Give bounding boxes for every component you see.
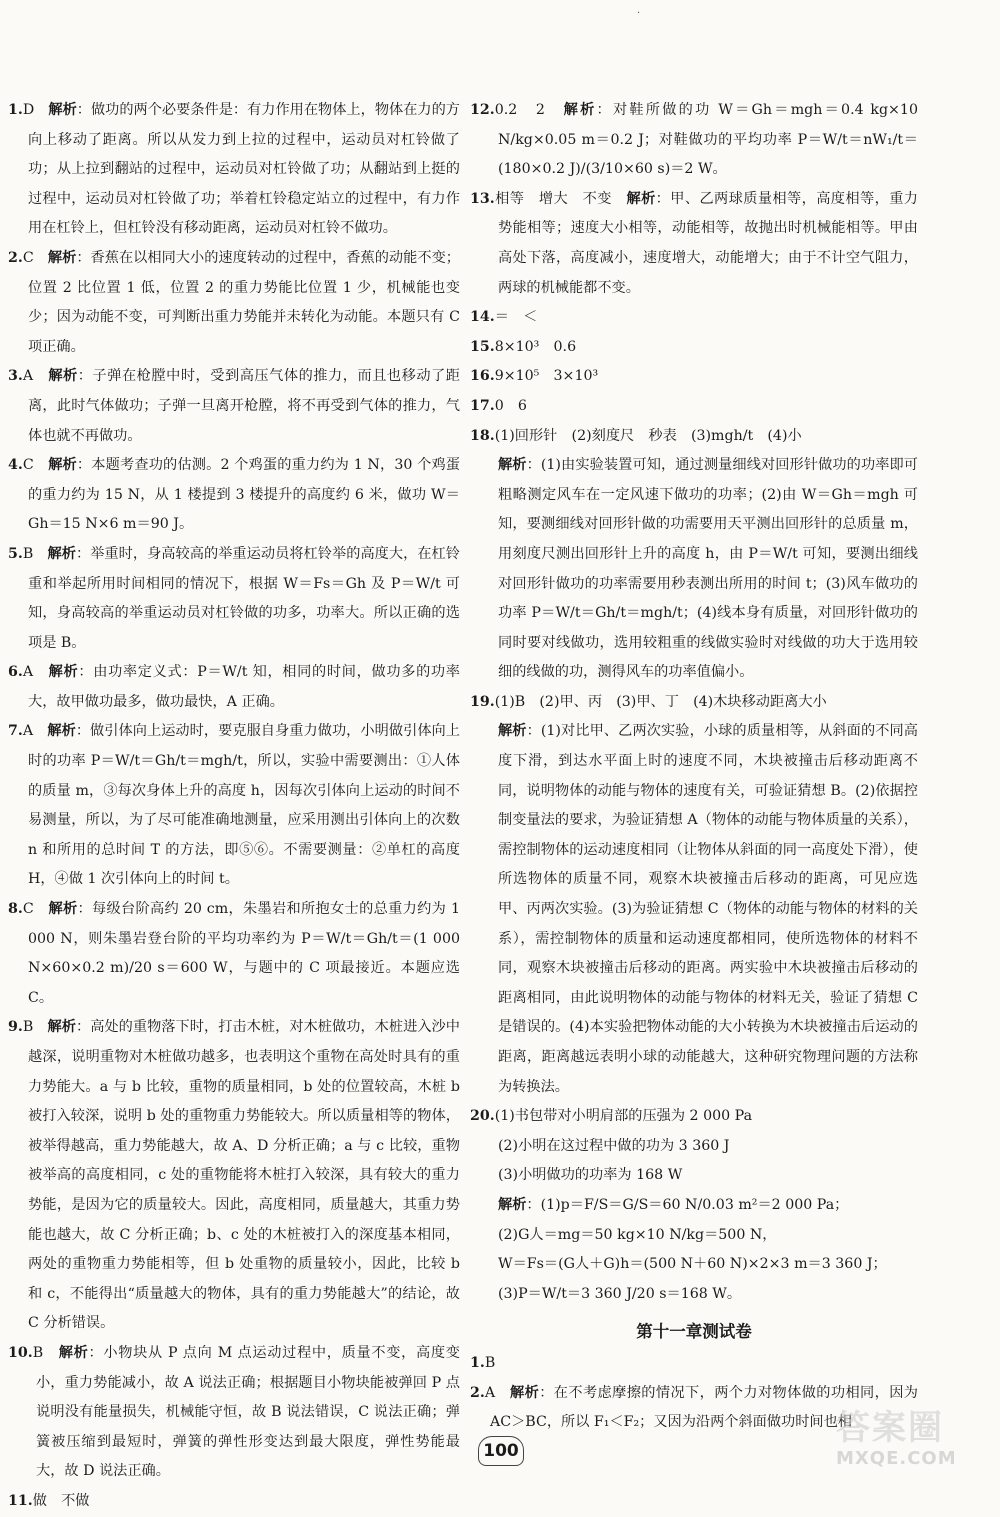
answer-choice: B <box>22 1019 34 1036</box>
answer-item <box>8 717 460 895</box>
answer-text: B <box>484 1354 496 1371</box>
s1-answer <box>470 1349 918 1379</box>
analysis-text: (2)G人＝mg＝50 kg×10 N/kg＝500 N， <box>498 1226 777 1243</box>
answer-item <box>8 451 460 540</box>
answer-item <box>8 540 460 658</box>
analysis-text: ：(1)由实验装置可知，通过测量细线对回形针做功的功率即可粗略测定风车在一定风速下做功的功率；(2)由 W＝Gh＝mgh 可知，要测细线对回形针做的功需要用天平测出回形针的总质量 m，用刻度尺测出回形针上升的高度 h，由 P＝W/t 可知，要测出细线对回形针做功的功率需要用秒表测出所用的时间 t；(3)风车做功的功率 P＝W/t＝Gh/t＝mgh/t；(4)线本身有质量，对回形针做功的同时要对线做功，选用较粗重的线做实验时对线做的功大于选用较细的线做的功，测得风车的功率值偏小。 <box>498 457 918 681</box>
analysis-keyword: 解析 <box>47 723 76 740</box>
analysis-text: ：在不考虑摩擦的情况下，两个力对物体做的功相同，因为 AC＞BC，所以 F₁＜F₂；又因为沿两个斜面做功时间也相 <box>490 1384 918 1431</box>
analysis-keyword: 解析 <box>48 368 78 385</box>
answer-item <box>8 895 460 1013</box>
question-number: 2. <box>8 249 23 266</box>
section-title: 第十一章测试卷 <box>636 1322 752 1342</box>
analysis-text: ：对鞋所做的功 W＝Gh＝mgh＝0.4 kg×10 N/kg×0.05 m＝0.2 J；对鞋做功的平均功率 P＝W/t＝nW₁/t＝(180×0.2 J)/(3/10×60 s)＝2 W。 <box>498 102 918 178</box>
answer-choice: (1)回形针 (2)刻度尺 秒表 (3)mgh/t (4)小 <box>494 427 802 444</box>
question-number: 12. <box>470 102 495 118</box>
left-column <box>8 96 460 1517</box>
analysis-text: ：做功的两个必要条件是：有力作用在物体上，物体在力的方向上移动了距离。所以从发力到上拉的过程中，运动员对杠铃做了功；从上拉到翻站的过程中，运动员对杠铃做了功；从翻站到上挺的过程中，运动员对杠铃做了功；举着杠铃稳定站立的过程中，有力作用在杠铃上，但杠铃没有移动距离，运动员对杠铃不做功。 <box>28 102 460 237</box>
analysis-keyword: 解析 <box>48 102 77 118</box>
answer-item <box>8 1487 460 1517</box>
analysis-text: ：香蕉在以相同大小的速度转动的过程中，香蕉的动能不变；位置 2 比位置 1 低，位置 2 的重力势能比位置 1 少，机械能也变少；因为动能不变，可判断出重力势能并未转化为动能。本题只有 C 项正确。 <box>28 249 460 355</box>
analysis-text: ：甲、乙两球质量相等，高度相等，重力势能相等；速度大小相等，动能相等，故抛出时机械能相等。甲由高处下落，高度减小，速度增大，动能增大；由于不计空气阻力，两球的机械能都不变。 <box>498 190 918 296</box>
answer-choice: 0 6 <box>494 397 527 414</box>
answer-item <box>8 1013 460 1339</box>
question-number: 3. <box>8 368 23 385</box>
question-number: 9. <box>8 1019 23 1036</box>
speck: · <box>637 8 641 19</box>
question-number: 14. <box>470 309 495 326</box>
answer-line: (3)小明做功的功率为 168 W <box>498 1167 683 1184</box>
analysis-keyword: 解析 <box>48 457 77 474</box>
answer-item <box>8 362 460 451</box>
analysis-keyword: 解析 <box>47 249 77 266</box>
analysis-keyword: 解析 <box>498 1196 527 1213</box>
answer-line: (2)小明在这过程中做的功为 3 360 J <box>498 1137 730 1154</box>
analysis-keyword: 解析 <box>510 1384 540 1401</box>
question-number: 8. <box>8 901 23 918</box>
analysis-text: ：做引体向上运动时，要克服自身重力做功，小明做引体向上时的功率 P＝W/t＝Gh/t＝mgh/t，所以，实验中需要测出：①人体的质量 m，③每次身体上升的高度 h，因每次引体向上运动的时间不易测量，所以，为了尽可能准确地测量，应采用测出引体向上的次数 n 和所用的总时间 T 的方法，即⑤⑥。不需要测量：②单杠的高度 H，④做 1 次引体向上的时间 t。 <box>28 723 460 888</box>
answer-choice: A <box>22 368 34 385</box>
answer-choice: 8×10³ 0.6 <box>494 338 577 355</box>
q19-answer <box>470 688 918 718</box>
answer-item <box>470 96 918 185</box>
answer-item <box>8 1339 460 1487</box>
answer-choice: C <box>22 457 34 474</box>
answer-item <box>470 303 918 333</box>
answer-text: (1)B (2)甲、丙 (3)甲、丁 (4)木块移动距离大小 <box>494 693 827 710</box>
analysis-text: ：高处的重物落下时，打击木桩，对木桩做功，木桩进入沙中越深，说明重物对木桩做功越多，也表明这个重物在高处时具有的重力势能大。a 与 b 比较，重物的质量相同，b 处的位置较高，木桩 b 被打入较深，说明 b 处的重物重力势能较大。所以质量相等的物体，被举得越高，重力势能越大，故 A、D 分析正确；a 与 c 比较，重物被举高的高度相同，c 处的重物能将木桩打入较深，具有较大的重力势能，是因为它的质量较大。因此，高度相同，质量越大，其重力势能也越大，故 C 分析正确；b、c 处的木桩被打入的深度基本相同，两处的重物重力势能相等，但 b 处重物的质量较小，因此，比较 b 和 c，不能得出“质量越大的物体，具有的重力势能越大”的结论，故 C 分析错误。 <box>28 1019 460 1332</box>
answer-item <box>8 96 460 244</box>
analysis-keyword: 解析 <box>47 1019 76 1036</box>
analysis-text: ：小物块从 P 点向 M 点运动过程中，质量不变，高度变小，重力势能减小，故 A 说法正确；根据题目小物块能被弹回 P 点说明没有能量损失，机械能守恒，故 B 说法错误，C 说法正确；弹簧被压缩到最短时，弹簧的弹性形变达到最大限度，弹性势能最大，故 D 说法正确。 <box>36 1344 460 1480</box>
analysis-text: ：每级台阶高约 20 cm，朱墨岩和所抱女士的总重力约为 1 000 N，则朱墨岩登台阶的平均功率约为 P＝W/t＝Gh/t＝(1 000 N×60×0.2 m)/20 s＝600 W，与题中的 C 项最接近。本题应选 C。 <box>28 901 460 1006</box>
answer-choice: C <box>22 901 34 918</box>
question-number: 13. <box>470 190 495 207</box>
answer-choice: 相等 增大 不变 <box>494 190 612 207</box>
answer-item <box>470 333 918 363</box>
page-number: 100 <box>478 1436 524 1466</box>
analysis-keyword: 解析 <box>48 664 79 681</box>
watermark-logo <box>836 1408 986 1478</box>
analysis-text: ：由功率定义式：P＝W/t 知，相同的时间，做功多的功率大，故甲做功最多，做功最快，A 正确。 <box>28 664 460 710</box>
question-number: 10. <box>8 1344 33 1361</box>
q18-analysis <box>470 451 918 688</box>
question-number: 1. <box>470 1354 485 1371</box>
analysis-text: ：举重时，身高较高的举重运动员将杠铃举的高度大，在杠铃重和举起所用时间相同的情况下，根据 W＝Fs＝Gh 及 P＝W/t 可知，身高较高的举重运动员对杠铃做的功多，功率大。所以正确的选项是 B。 <box>28 545 460 651</box>
right-items <box>470 96 918 451</box>
analysis-keyword: 解析 <box>498 457 527 474</box>
analysis-text: ：子弹在枪膛中时，受到高压气体的推力，而且也移动了距离，此时气体做功；子弹一旦离开枪膛，将不再受到气体的推力，气体也就不再做功。 <box>28 368 460 444</box>
answer-item <box>470 422 918 452</box>
question-number: 15. <box>470 338 495 355</box>
analysis-keyword: 解析 <box>58 1344 89 1361</box>
question-number: 2. <box>470 1384 485 1401</box>
question-number: 17. <box>470 397 495 414</box>
analysis-text: W＝Fs＝(G人＋G)h＝(500 N＋60 N)×2×3 m＝3 360 J； <box>498 1256 887 1273</box>
answer-item <box>470 392 918 422</box>
question-number: 20. <box>470 1108 495 1125</box>
analysis-text: ：本题考查功的估测。2 个鸡蛋的重力约为 1 N，30 个鸡蛋的重力约为 15 N，从 1 楼提到 3 楼提升的高度约 6 米，做功 W＝Gh＝15 N×6 m＝90 J。 <box>28 457 460 533</box>
answer-choice: 做 不做 <box>32 1492 90 1509</box>
watermark-text: 答案圈 <box>836 1408 944 1448</box>
answer-item <box>470 185 918 303</box>
answer-item <box>8 244 460 362</box>
answer-choice: B <box>22 545 34 562</box>
question-number: 7. <box>8 723 23 740</box>
analysis-keyword: 解析 <box>563 102 597 118</box>
answer-item <box>470 362 918 392</box>
answer-choice: B <box>32 1344 44 1361</box>
answer-text: A <box>484 1384 496 1401</box>
watermark-url: MXQE.COM <box>836 1448 957 1469</box>
analysis-keyword: 解析 <box>626 190 656 207</box>
answer-choice: A <box>22 723 34 740</box>
analysis-text: ：(1)对比甲、乙两次实验，小球的质量相等，从斜面的不同高度下滑，到达水平面上时的速度不同，木块被撞击后移动距离不同，说明物体的动能与物体的速度有关，可验证猜想 B。(2)依据控制变量法的要求，为验证猜想 A（物体的动能与物体质量的关系），需控制物体的运动速度相同（让物体从斜面的同一高度处下滑），使所选物体的质量不同，观察木块被撞击后移动的距离，可见应选甲、丙两次实验。(3)为验证猜想 C（物体的动能与物体的材料的关系），需控制物体的质量和运动速度都相同，使所选物体的材料不同，观察木块被撞击后移动的距离。两实验中木块被撞击后移动的距离相同，由此说明物体的动能与物体的材料无关，验证了猜想 C 是错误的。(4)本实验把物体动能的大小转换为木块被撞击后运动的距离，距离越远表明小球的动能越大，这种研究物理问题的方法称为转换法。 <box>498 723 918 1095</box>
answer-choice: 9×10⁵ 3×10³ <box>494 368 599 385</box>
question-number: 4. <box>8 457 23 474</box>
answer-choice: A <box>22 664 34 681</box>
q20-answer <box>470 1102 918 1132</box>
right-column <box>470 96 918 1438</box>
answer-choice: 0.2 2 <box>494 102 545 118</box>
question-number: 1. <box>8 102 23 118</box>
analysis-text: (3)P＝W/t＝3 360 J/20 s＝168 W。 <box>498 1285 742 1302</box>
q20-analysis <box>470 1191 918 1221</box>
question-number: 5. <box>8 545 23 562</box>
answer-line: (1)书包带对小明肩部的压强为 2 000 Pa <box>494 1108 753 1125</box>
question-number: 11. <box>8 1492 33 1509</box>
answer-choice: ＝ ＜ <box>494 309 538 326</box>
answer-item <box>8 658 460 717</box>
analysis-text: ：(1)p＝F/S＝G/S＝60 N/0.03 m²＝2 000 Pa； <box>526 1196 849 1213</box>
q19-analysis <box>470 717 918 1102</box>
analysis-keyword: 解析 <box>498 723 527 740</box>
answer-choice: D <box>22 102 35 118</box>
question-number: 19. <box>470 693 495 710</box>
question-number: 6. <box>8 664 23 681</box>
answer-choice: C <box>22 249 34 266</box>
analysis-keyword: 解析 <box>47 545 76 562</box>
question-number: 16. <box>470 368 495 385</box>
question-number: 18. <box>470 427 495 444</box>
analysis-keyword: 解析 <box>48 901 78 918</box>
